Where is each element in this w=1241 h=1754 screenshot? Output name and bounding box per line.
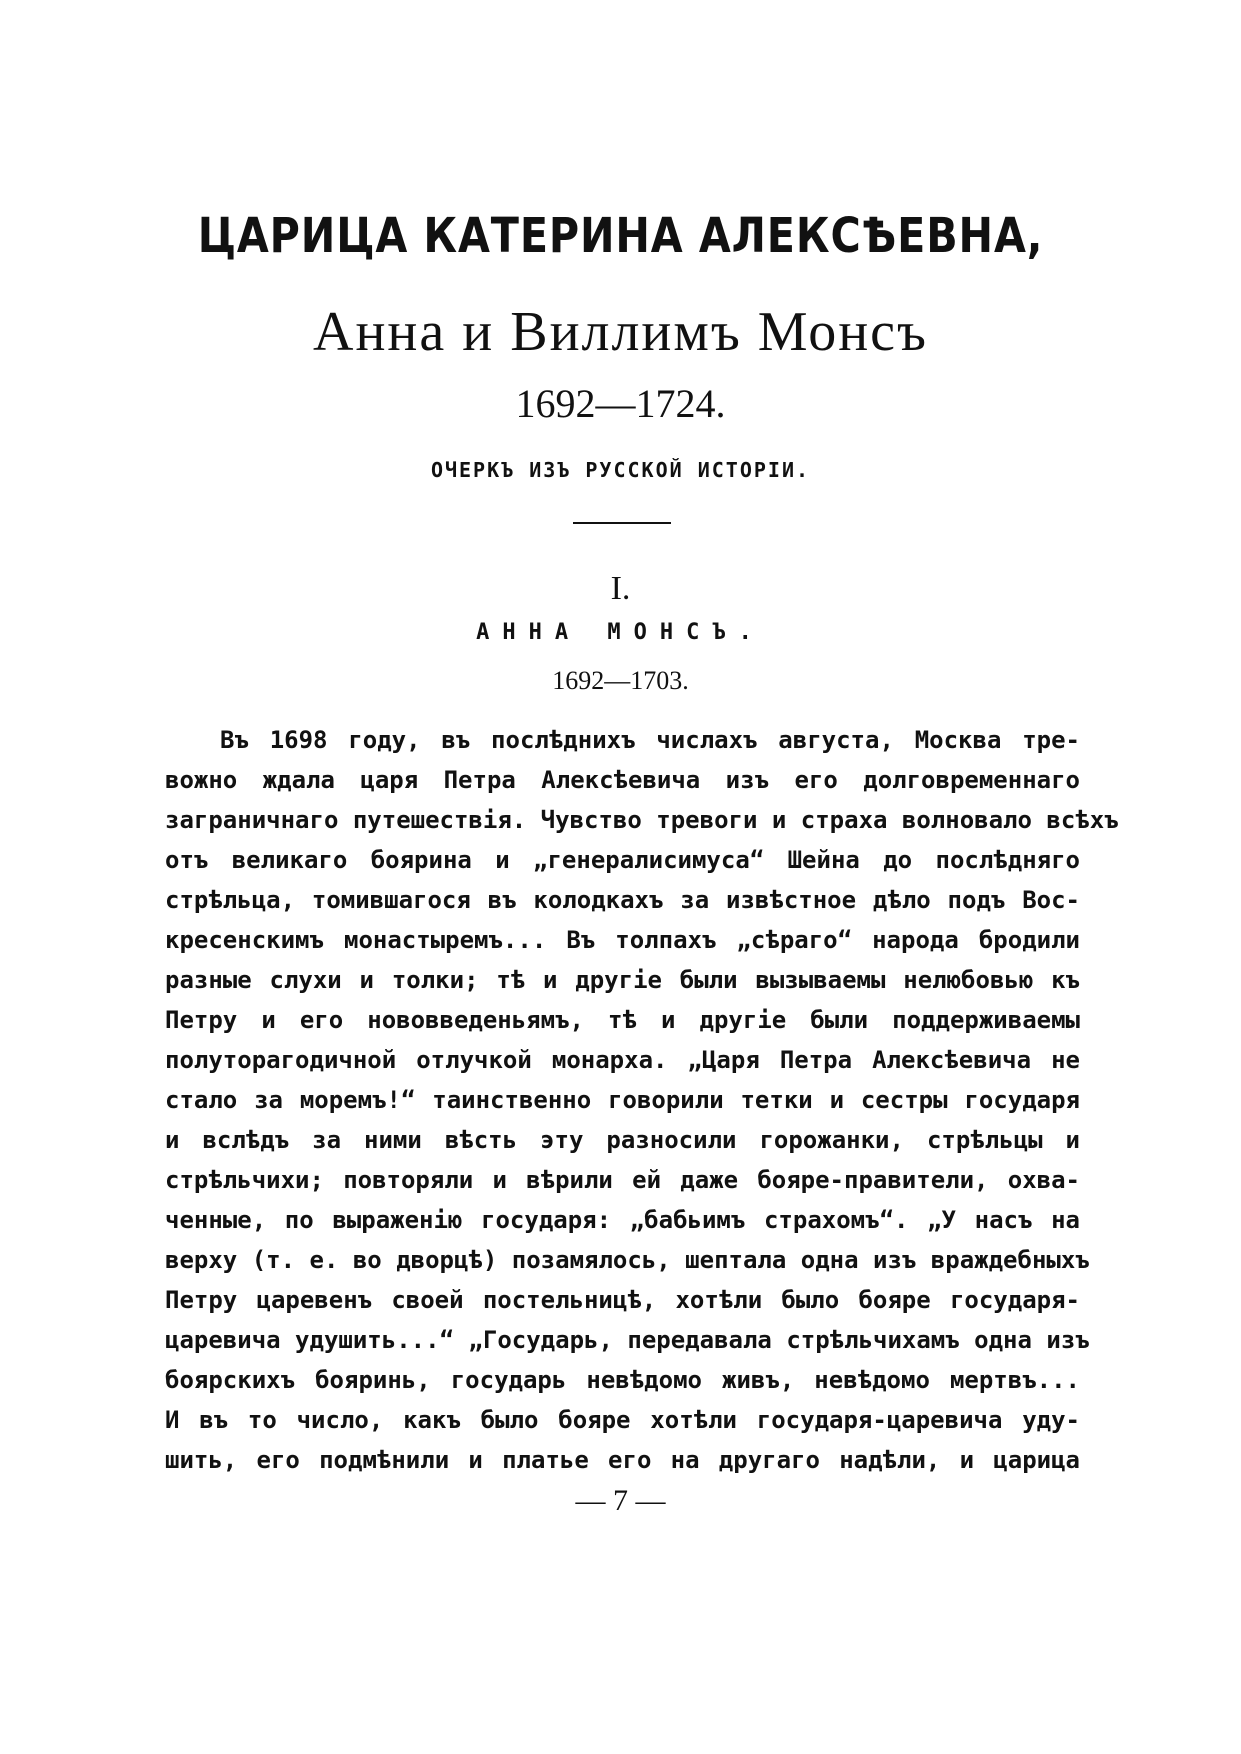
text-line: стало за моремъ!“ таинственно говорили тетки и сестры государя	[165, 1086, 1080, 1114]
chapter-number: I.	[610, 570, 631, 607]
essay-label: ОЧЕРКЪ ИЗЪ РУССКОЙ ИСТОРІИ.	[430, 458, 811, 482]
text-line: стрѣльчихи; повторяли и вѣрили ей даже бояре-правители, охва-	[165, 1166, 1080, 1194]
text-line: разные слухи и толки; тѣ и другіе были вызываемы нелюбовью къ	[165, 966, 1080, 994]
work-title: ЦАРИЦА КАТЕРИНА АЛЕКСѢЕВНА,	[197, 208, 1044, 264]
text-line: верху (т. е. во дворцѣ) позамялось, шептала одна изъ враждебныхъ	[165, 1246, 1090, 1274]
text-line: отъ великаго боярина и „генералисимуса“ Шейна до послѣдняго	[165, 846, 1080, 874]
work-years: 1692—1724.	[515, 381, 726, 426]
body-paragraph	[165, 720, 1119, 1480]
text-line: царевича удушить...“ „Государь, передавала стрѣльчихамъ одна изъ	[165, 1326, 1090, 1354]
chapter-title: АННА МОНСЪ.	[476, 620, 765, 645]
text-line: Петру и его нововведеньямъ, тѣ и другіе были поддерживаемы	[165, 1006, 1080, 1034]
chapter-years: 1692—1703.	[552, 666, 689, 695]
text-line: и вслѣдъ за ними вѣсть эту разносили горожанки, стрѣльцы и	[165, 1126, 1080, 1154]
work-subtitle: Анна и Виллимъ Монсъ	[313, 301, 928, 363]
page-number: — 7 —	[575, 1484, 666, 1517]
text-line: полутoрагодичной отлучкой монарха. „Царя Петра Алексѣевича не	[165, 1046, 1080, 1074]
text-line: Въ 1698 году, въ послѣднихъ числахъ августа, Москва тре-	[220, 726, 1080, 754]
text-line: И въ то число, какъ было бояре хотѣли государя-царевича уду-	[165, 1406, 1080, 1434]
text-line: кресенскимъ монастыремъ... Въ толпахъ „сѣраго“ народа бродили	[165, 926, 1080, 954]
text-line: вожно ждала царя Петра Алексѣевича изъ его долговременнаго	[165, 766, 1080, 794]
text-line: ченные, по выраженію государя: „бабьимъ страхомъ“. „У насъ на	[165, 1206, 1080, 1234]
text-line: боярскихъ бояринь, государь невѣдомо живъ, невѣдомо мертвъ...	[165, 1366, 1080, 1394]
section-divider	[573, 522, 671, 524]
text-line: шить, его подмѣнили и платье его на другаго надѣли, и царица	[165, 1446, 1080, 1474]
text-line: заграничнаго путешествія. Чувство тревоги и страха волновало всѣхъ	[165, 806, 1119, 834]
text-line: Петру царевенъ своей постельницѣ, хотѣли было бояре государя-	[165, 1286, 1080, 1314]
text-line: стрѣльца, томившагося въ колодкахъ за извѣстное дѣло подъ Вос-	[165, 886, 1080, 914]
